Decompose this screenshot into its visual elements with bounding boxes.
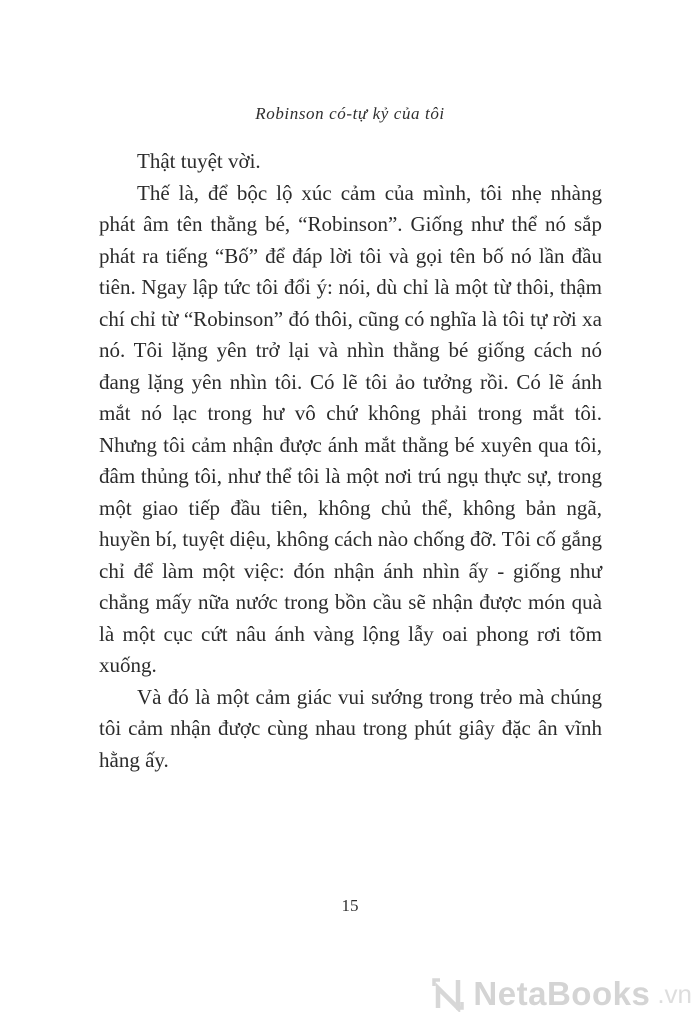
paragraph: Thật tuyệt vời. <box>137 149 261 173</box>
watermark-domain: .vn <box>657 978 692 1009</box>
netabooks-logo-icon <box>430 976 466 1012</box>
paragraph: Và đó là một cảm giác vui sướng trong trẻo mà chúng tôi cảm nhận được cùng nhau trong phút giây đặc ân vĩnh hằng ấy. <box>99 684 602 772</box>
running-header: Robinson có-tự kỷ của tôi <box>255 104 445 123</box>
netabooks-watermark <box>430 975 692 1013</box>
watermark-name: NetaBooks <box>473 975 651 1012</box>
paragraph: Thế là, để bộc lộ xúc cảm của mình, tôi nhẹ nhàng phát âm tên thằng bé, “Robinson”. Giống như thể nó sắp phát ra tiếng “Bố” để đáp lời tôi và gọi tên bố nó lần đầu tiên. Ngay lập tức tôi đổi ý: nói, dù chỉ là một từ thôi, thậm chí chỉ từ “Robinson” đó thôi, cũng có nghĩa là tôi tự rời xa nó. Tôi lặng yên trở lại và nhìn thằng bé giống cách nó đang lặng yên nhìn tôi. Có lẽ tôi ảo tưởng rồi. Có lẽ ánh mắt nó lạc trong hư vô chứ không phải trong mắt tôi. Nhưng tôi cảm nhận được ánh mắt thằng bé xuyên qua tôi, đâm thủng tôi, như thể tôi là một nơi trú ngụ thực sự, trong một giao tiếp đầu tiên, không chủ thể, không bản ngã, huyền bí, tuyệt diệu, không cách nào chống đỡ. Tôi cố gắng chỉ để làm một việc: đón nhận ánh nhìn ấy - giống như chẳng mấy nữa nước trong bồn cầu sẽ nhận được món quà là một cục cứt nâu ánh vàng lộng lẫy oai phong rơi tõm xuống. <box>99 180 602 677</box>
page-number: 15 <box>341 896 359 915</box>
body-text-block <box>99 146 602 776</box>
